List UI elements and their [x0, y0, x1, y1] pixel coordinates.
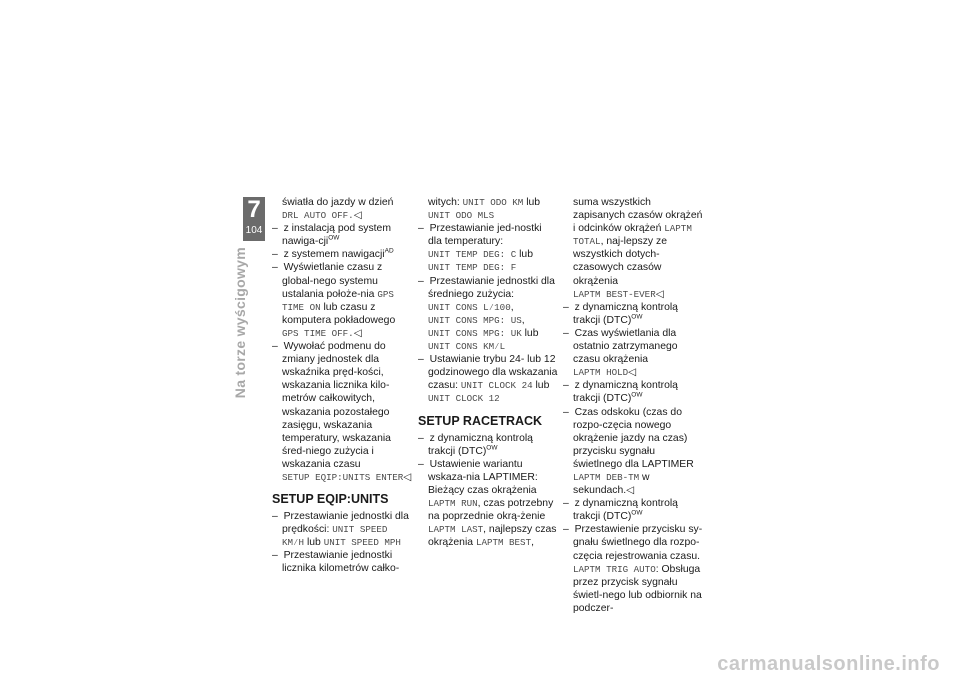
list-item: – Przestawianie jednostki dla prędkości: UNIT SPEED KM⁄H lub UNIT SPEED MPH — [272, 511, 409, 549]
paragraph: światła do jazdy w dzień DRL AUTO OFF.◁ — [282, 197, 394, 222]
page-number: 104 — [245, 225, 263, 236]
chapter-tab — [243, 197, 265, 241]
text-column-3 — [563, 196, 703, 615]
text-column-1 — [272, 196, 412, 576]
list-item: – Wywołać podmenu do zmiany jednostek dla wskaźnika pręd-kości, wskazania licznika kilo-metrów całkowitych, wskazania pozostałego zasięgu, wskazania temperatury, wskazania śred-niego zużycia i wskazania czasu SETUP EQIP:UNITS ENTER◁ — [272, 341, 412, 483]
list-item: – Ustawianie trybu 24- lub 12 godzinowego dla wskazania czasu: UNIT CLOCK 24 lub UNIT CLOCK 12 — [418, 354, 558, 405]
list-item: – Przestawianie jed-nostki dla temperatury: UNIT TEMP DEG: C lub UNIT TEMP DEG: F — [418, 223, 542, 274]
list-item: – Ustawienie wariantu wskaza-nia LAPTIMER: Bieżący czas okrążenia LAPTM RUN, czas potrzebny na poprzednie okrą-żenie LAPTM LAST, najlepszy czas okrążenia LAPTM BEST, — [418, 458, 557, 549]
list-item: – z dynamiczną kontrolą trakcji (DTC)$^{OW}$ — [563, 301, 678, 326]
list-item: – Przestawianie jednostki licznika kilometrów całko- — [272, 550, 400, 575]
section-heading: SETUP EQIP:UNITS — [272, 492, 389, 507]
chapter-number: 7 — [247, 196, 261, 223]
section-heading: SETUP RACETRACK — [418, 413, 543, 428]
list-item: – z dynamiczną kontrolą trakcji (DTC)$^{OW}$ — [563, 380, 678, 405]
list-item: – z dynamiczną kontrolą trakcji (DTC)$^{OW}$ — [418, 432, 533, 457]
paragraph: suma wszystkich zapisanych czasów okrążeń i odcinków okrążeń LAPTM TOTAL, naj-lepszy ze wszystkich dotych-czasowych czasów okrążenia LAPTM BEST-EVER◁ — [573, 197, 703, 300]
list-item: – Czas odskoku (czas do rozpo-częcia nowego okrążenie jazdy na czas) przycisku sygnału świetlnego dla LAPTIMER LAPTM DEB-TM w sekundach.◁ — [563, 406, 694, 497]
chapter-title: Na torze wyścigowym — [232, 247, 248, 399]
list-item: – Przestawienie przycisku sy-gnału świetlnego dla rozpo-częcia rejestrowania czasu. LAPTM TRIG AUTO: Obsługa przez przycisk sygnału świetl-nego lub odbiornik na podczer- — [563, 524, 703, 614]
list-item: – Czas wyświetlania dla ostatnio zatrzymanego czasu okrążenia LAPTM HOLD◁ — [563, 327, 678, 379]
list-item: – z dynamiczną kontrolą trakcji (DTC)$^{OW}$ — [563, 498, 678, 523]
paragraph: witych: UNIT ODO KM lub UNIT ODO MLS — [428, 197, 541, 222]
list-item: – Wyświetlanie czasu z global-nego systemu ustalania położe-nia GPS TIME ON lub czasu z komputera pokładowego GPS TIME OFF.◁ — [272, 262, 396, 339]
list-item: – Przestawianie jednostki dla średniego zużycia: UNIT CONS L⁄100, UNIT CONS MPG: US, UNIT CONS MPG: UK lub UNIT CONS KM⁄L — [418, 275, 555, 353]
list-item: – z systemem nawigacji$^{AD}$ — [272, 247, 394, 261]
list-item: – z instalacją pod system nawiga-cji$^{OW}$ — [272, 223, 391, 248]
watermark: carmanualsonline.info — [717, 653, 940, 675]
text-column-2 — [418, 196, 558, 549]
